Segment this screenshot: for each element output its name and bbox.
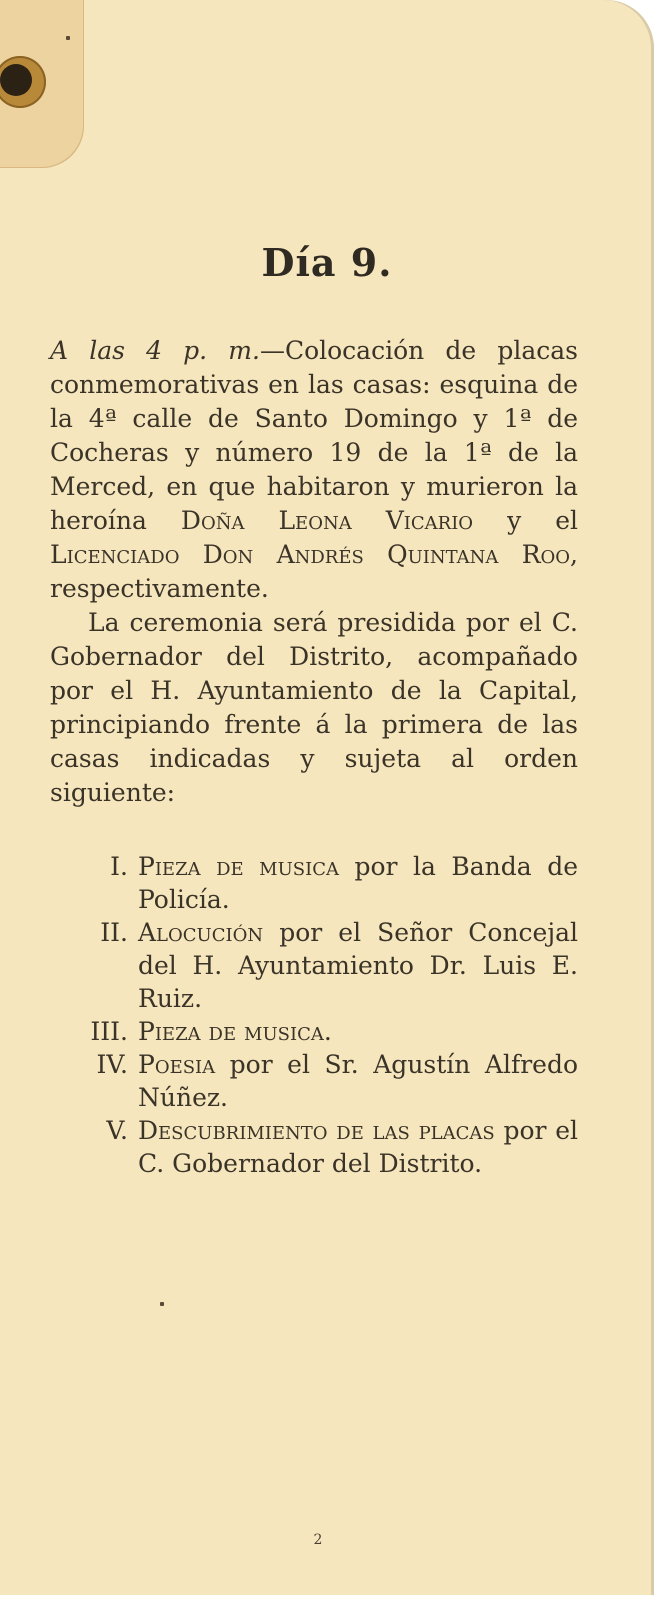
paper-speck — [66, 36, 70, 40]
page-number: 2 — [313, 1532, 323, 1548]
event-time: A las 4 p. m. — [50, 336, 260, 365]
item-text: por el C. Gobernador del Distrito. — [138, 1116, 578, 1178]
punch-hole-grommet — [0, 56, 46, 108]
person-name: Licenciado Don Andrés Quintana Roo — [50, 540, 571, 569]
intro-paragraph: A las 4 p. m.—Colocación de placas conmemorativas en las casas: esquina de la 4ª calle de Santo Domingo y 1ª de Cocheras y número 19 de la 1ª de la Merced, en que habitaron y murieron la heroína Doña Leona Vicario y el Licenciado Don Andrés Quintana Roo, respectivamente. — [50, 336, 578, 603]
program-item — [50, 1015, 578, 1048]
ceremony-paragraph: La ceremonia será presidida por el C. Gobernador del Distrito, acompañado por el H. Ayuntamiento de la Capital, principiando frente á la primera de las casas indicadas y sujeta al orden siguiente: — [50, 608, 578, 807]
item-title: Pieza de musica. — [138, 1017, 332, 1046]
item-text: por el Señor Concejal del H. Ayuntamiento Dr. Luis E. Ruiz. — [138, 918, 578, 1013]
item-number: V. — [106, 1116, 128, 1145]
item-title: Descubrimiento de las placas — [138, 1116, 495, 1145]
body-text — [50, 334, 578, 810]
person-name: Doña Leona Vicario — [180, 506, 474, 535]
program-list — [50, 850, 578, 1180]
item-text: por la Banda de Policía. — [138, 852, 579, 914]
program-item — [50, 1048, 578, 1114]
paper-speck — [160, 1302, 164, 1306]
page-heading: Día 9. — [261, 240, 393, 285]
item-number: II. — [100, 918, 128, 947]
binding-tab — [0, 0, 84, 168]
program-item — [50, 1114, 578, 1180]
item-title: Alocución — [138, 918, 264, 947]
program-item — [50, 850, 578, 916]
item-title: Poesia — [138, 1050, 216, 1079]
program-item — [50, 916, 578, 1015]
item-number: I. — [110, 852, 128, 881]
item-number: IV. — [96, 1050, 128, 1079]
item-title: Pieza de musica — [138, 852, 339, 881]
item-number: III. — [90, 1017, 128, 1046]
item-text: por el Sr. Agustín Alfredo Núñez. — [138, 1050, 578, 1112]
